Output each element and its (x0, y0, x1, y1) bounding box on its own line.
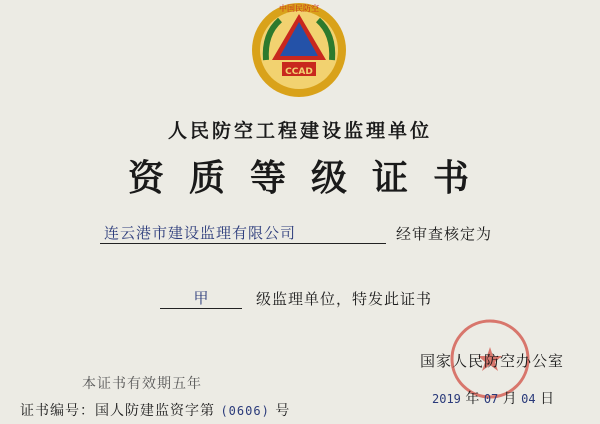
certificate-title: 资质等级证书 (127, 157, 494, 199)
org-underline (100, 243, 386, 244)
date-year: 2019 (432, 392, 461, 406)
review-text: 经审查核定为 (396, 225, 493, 243)
org-name: 连云港市建设监理有限公司 (104, 224, 297, 242)
grade-text: 级监理单位，特发此证书 (256, 290, 433, 308)
grade-underline (160, 308, 242, 309)
emblem-abbr: CCAD (285, 67, 313, 77)
date-month: 07 (483, 392, 499, 406)
issue-date (432, 388, 554, 408)
grade-line (160, 287, 480, 311)
cert-no-prefix: 证书编号：国人防建监资字第 (20, 403, 215, 419)
emblem-ring-text: 中国民防空 (279, 4, 319, 13)
date-year-unit: 年 (465, 391, 480, 407)
validity-note: 本证书有效期五年 (82, 376, 202, 392)
certificate-subtitle: 人民防空工程建设监理单位 (167, 120, 432, 142)
cert-no-suffix: 号 (275, 403, 291, 419)
issuer-name: 国家人民防空办公室 (420, 352, 565, 370)
date-month-unit: 月 (502, 391, 517, 407)
grade-value: 甲 (193, 289, 209, 307)
org-line (100, 222, 520, 246)
certificate-number (20, 400, 290, 420)
date-day-unit: 日 (540, 391, 555, 407)
cert-no-code: (0606) (220, 404, 270, 418)
ccad-emblem-icon (240, 0, 358, 104)
date-day: 04 (521, 392, 536, 406)
